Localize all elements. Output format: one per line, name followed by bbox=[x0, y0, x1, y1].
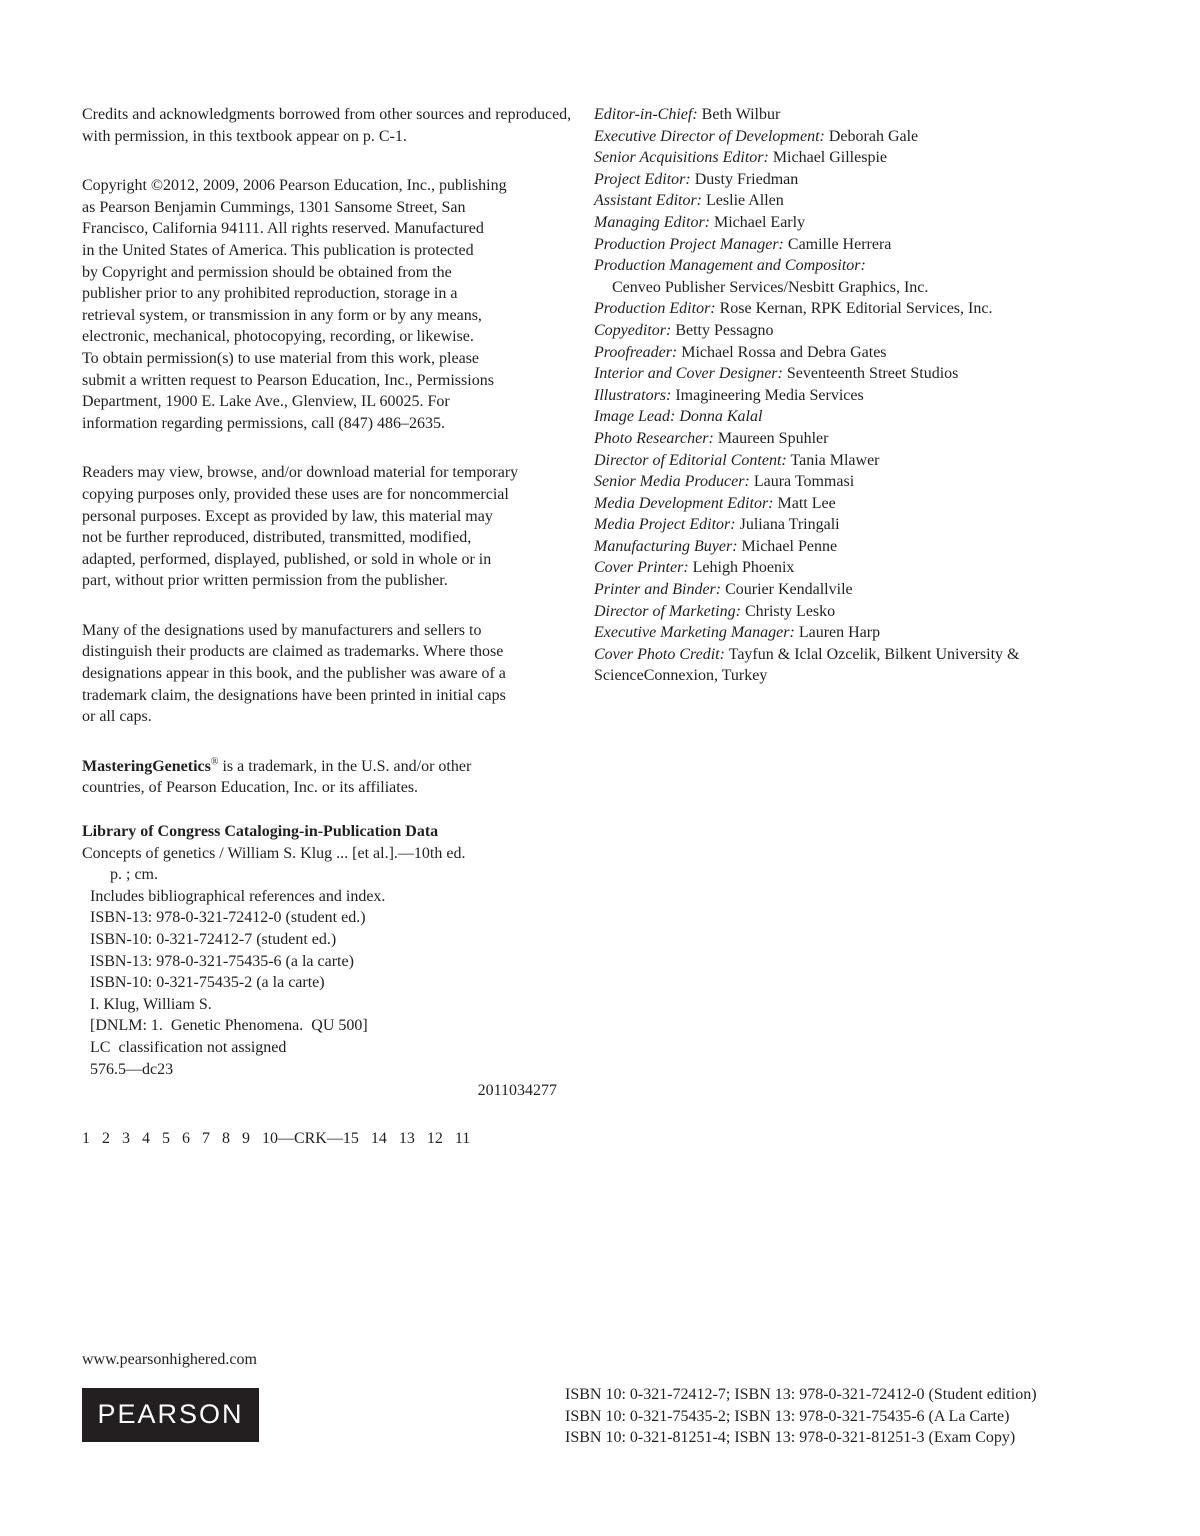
mastering-line-2: countries, of Pearson Education, Inc. or its affiliates. bbox=[82, 779, 419, 797]
credit-line bbox=[594, 169, 1154, 191]
credit-name: Rose Kernan, RPK Editorial Services, Inc. bbox=[715, 300, 993, 318]
cip-block bbox=[82, 821, 582, 1102]
trademark-line: distinguish their products are claimed as trademarks. Where those bbox=[82, 643, 504, 661]
credit-name: Leslie Allen bbox=[702, 192, 784, 210]
copyright-line: submit a written request to Pearson Education, Inc., Permissions bbox=[82, 371, 494, 389]
credit-role: Photo Researcher: bbox=[594, 429, 714, 447]
credit-role: Director of Editorial Content: bbox=[594, 451, 787, 469]
credit-role: Manufacturing Buyer: bbox=[594, 537, 738, 555]
credit-line bbox=[594, 493, 1154, 515]
mastering-paragraph bbox=[82, 756, 582, 799]
credit-line bbox=[594, 471, 1154, 493]
credit-line bbox=[594, 514, 1154, 536]
cip-entry: [DNLM: 1. Genetic Phenomena. QU 500] bbox=[90, 1017, 368, 1035]
credit-role: Media Development Editor: bbox=[594, 494, 774, 512]
cip-entry: ISBN-13: 978-0-321-72412-0 (student ed.) bbox=[90, 909, 366, 927]
credit-line bbox=[594, 622, 1154, 644]
cip-entry: ISBN-10: 0-321-72412-7 (student ed.) bbox=[90, 931, 337, 948]
isbn-block bbox=[565, 1384, 1125, 1449]
credit-line bbox=[594, 298, 1154, 320]
credit-role: Cover Printer: bbox=[594, 559, 689, 577]
credit-role: Senior Media Producer: bbox=[594, 473, 750, 491]
credit-line bbox=[594, 234, 1154, 256]
credit-name: ScienceConnexion, Turkey bbox=[594, 667, 768, 685]
credit-line bbox=[594, 536, 1154, 558]
cip-line: p. ; cm. bbox=[110, 866, 158, 884]
cip-entry: 576.5—dc23 bbox=[90, 1060, 174, 1078]
credit-name: Betty Pessagno bbox=[671, 321, 774, 339]
credit-line bbox=[594, 601, 1154, 623]
website-url[interactable]: www.pearsonhighered.com bbox=[82, 1351, 257, 1368]
pearson-logo: PEARSON bbox=[82, 1388, 259, 1442]
credit-line bbox=[594, 212, 1154, 234]
credit-name: Matt Lee bbox=[773, 494, 836, 512]
credit-name: Dusty Friedman bbox=[690, 170, 799, 188]
credit-name: Christy Lesko bbox=[740, 602, 836, 620]
isbn-line: ISBN 10: 0-321-72412-7; ISBN 13: 978-0-321-72412-0 (Student edition) bbox=[565, 1386, 1037, 1403]
isbn-line: ISBN 10: 0-321-81251-4; ISBN 13: 978-0-321-81251-3 (Exam Copy) bbox=[565, 1429, 1016, 1447]
mastering-line bbox=[82, 756, 582, 778]
credit-role: Assistant Editor: bbox=[594, 192, 703, 210]
cip-entry: ISBN-13: 978-0-321-75435-6 (a la carte) bbox=[90, 952, 354, 970]
copyright-line: Francisco, California 94111. All rights reserved. Manufactured bbox=[82, 220, 484, 238]
credit-name: Camille Herrera bbox=[783, 235, 892, 253]
credit-role: Executive Director of Development: bbox=[594, 127, 825, 145]
copyright-paragraph bbox=[82, 175, 582, 434]
credit-line bbox=[594, 385, 1154, 407]
credit-line bbox=[594, 190, 1154, 212]
cip-entry: ISBN-10: 0-321-75435-2 (a la carte) bbox=[90, 974, 325, 992]
credit-name: Laura Tommasi bbox=[749, 473, 855, 491]
credit-name: Michael Early bbox=[710, 213, 806, 231]
credit-name: Tayfun & Iclal Ozcelik, Bilkent University & bbox=[724, 645, 1020, 663]
credit-role: Project Editor: bbox=[594, 170, 691, 188]
credit-line bbox=[594, 450, 1154, 472]
cip-number: 2011034277 bbox=[477, 1082, 557, 1100]
credit-name: Lauren Harp bbox=[794, 624, 881, 642]
trademark-line: or all caps. bbox=[82, 708, 152, 726]
copyright-line: in the United States of America. This publication is protected bbox=[82, 241, 474, 259]
credit-line bbox=[594, 406, 1154, 428]
credit-line bbox=[594, 428, 1154, 450]
readers-line: Readers may view, browse, and/or download material for temporary bbox=[82, 464, 519, 482]
copyright-line: To obtain permission(s) to use material from this work, please bbox=[82, 349, 480, 367]
registered-mark: ® bbox=[210, 756, 219, 768]
cip-entry: LC classification not assigned bbox=[90, 1038, 287, 1056]
print-line: 1 2 3 4 5 6 7 8 9 10—CRK—15 14 13 12 11 bbox=[82, 1129, 471, 1147]
credit-name: Cenveo Publisher Services/Nesbitt Graphics, Inc. bbox=[612, 278, 929, 296]
readers-line: not be further reproduced, distributed, transmitted, modified, bbox=[82, 529, 472, 547]
credit-role: Image Lead: Donna Kalal bbox=[594, 408, 763, 426]
credit-role: Executive Marketing Manager: bbox=[594, 624, 795, 642]
credit-role: Proofreader: bbox=[594, 343, 678, 361]
credit-role: Interior and Cover Designer: bbox=[594, 365, 783, 383]
credit-name: Michael Penne bbox=[737, 537, 838, 555]
credit-line bbox=[594, 644, 1154, 666]
copyright-line: as Pearson Benjamin Cummings, 1301 Sansome Street, San bbox=[82, 198, 466, 216]
credit-role: Cover Photo Credit: bbox=[594, 645, 725, 663]
credit-name: Imagineering Media Services bbox=[671, 386, 864, 404]
credit-role: Production Management and Compositor: bbox=[594, 257, 866, 275]
credit-role: Editor-in-Chief: bbox=[594, 106, 698, 123]
credit-role: Managing Editor: bbox=[594, 213, 710, 231]
credit-role: Director of Marketing: bbox=[594, 602, 741, 620]
credit-name: Juliana Tringali bbox=[735, 516, 840, 534]
copyright-line: Department, 1900 E. Lake Ave., Glenview, IL 60025. For bbox=[82, 393, 450, 411]
copyright-line: retrieval system, or transmission in any form or by any means, bbox=[82, 306, 482, 324]
cip-title: Library of Congress Cataloging-in-Publication Data bbox=[82, 823, 439, 841]
readers-line: personal purposes. Except as provided by law, this material may bbox=[82, 507, 493, 525]
credit-line bbox=[594, 126, 1154, 148]
copyright-line: information regarding permissions, call (847) 486–2635. bbox=[82, 414, 446, 432]
credit-role: Production Editor: bbox=[594, 300, 716, 318]
credit-name: Maureen Spuhler bbox=[713, 429, 829, 447]
credit-role: Printer and Binder: bbox=[594, 581, 722, 599]
credit-line bbox=[594, 363, 1154, 385]
isbn-line: ISBN 10: 0-321-75435-2; ISBN 13: 978-0-321-75435-6 (A La Carte) bbox=[565, 1407, 1010, 1425]
credit-line bbox=[594, 255, 1154, 277]
credit-line bbox=[594, 665, 1154, 687]
mastering-name: MasteringGenetics bbox=[82, 757, 211, 775]
credit-role: Production Project Manager: bbox=[594, 235, 784, 253]
credit-line bbox=[594, 557, 1154, 579]
cip-entry: Includes bibliographical references and index. bbox=[90, 887, 386, 905]
copyright-line: publisher prior to any prohibited reproduction, storage in a bbox=[82, 285, 458, 303]
credit-name: Tania Mlawer bbox=[786, 451, 880, 469]
readers-line: adapted, performed, displayed, published, or sold in whole or in bbox=[82, 550, 492, 568]
copyright-line: Copyright ©2012, 2009, 2006 Pearson Education, Inc., publishing bbox=[82, 177, 507, 195]
readers-line: part, without prior written permission from the publisher. bbox=[82, 572, 448, 590]
credit-name: Michael Gillespie bbox=[768, 149, 887, 167]
credit-line bbox=[594, 277, 1154, 299]
production-credits bbox=[594, 104, 1154, 687]
copyright-line: electronic, mechanical, photocopying, recording, or likewise. bbox=[82, 328, 474, 346]
credit-name: Beth Wilbur bbox=[697, 106, 781, 123]
trademark-line: designations appear in this book, and the publisher was aware of a bbox=[82, 665, 506, 683]
mastering-text: is a trademark, in the U.S. and/or other bbox=[218, 757, 472, 775]
credit-line bbox=[594, 342, 1154, 364]
credit-role: Copyeditor: bbox=[594, 321, 672, 339]
credit-name: Courier Kendallvile bbox=[721, 581, 853, 599]
credit-name: Lehigh Phoenix bbox=[688, 559, 795, 577]
trademark-line: Many of the designations used by manufacturers and sellers to bbox=[82, 621, 482, 639]
cip-entry: I. Klug, William S. bbox=[90, 995, 212, 1013]
credit-name: Seventeenth Street Studios bbox=[782, 365, 959, 383]
copyright-column bbox=[82, 104, 582, 1149]
credit-role: Illustrators: bbox=[594, 386, 672, 404]
copyright-line: by Copyright and permission should be obtained from the bbox=[82, 263, 452, 281]
readers-line: copying purposes only, provided these uses are for noncommercial bbox=[82, 485, 509, 503]
credit-role: Senior Acquisitions Editor: bbox=[594, 149, 769, 167]
credit-line bbox=[594, 147, 1154, 169]
credit-line bbox=[594, 579, 1154, 601]
cip-line: Concepts of genetics / William S. Klug ... [et al.].—10th ed. bbox=[82, 844, 466, 862]
credits-paragraph: Credits and acknowledgments borrowed from other sources and reproduced, with permission, in this textbook appear on p. C-1. bbox=[82, 106, 572, 145]
credit-line bbox=[594, 104, 1154, 126]
trademark-line: trademark claim, the designations have been printed in initial caps bbox=[82, 686, 506, 704]
trademark-paragraph bbox=[82, 620, 582, 728]
readers-paragraph bbox=[82, 462, 582, 592]
credit-role: Media Project Editor: bbox=[594, 516, 736, 534]
credit-line bbox=[594, 320, 1154, 342]
credit-name: Deborah Gale bbox=[824, 127, 919, 145]
credit-name: Michael Rossa and Debra Gates bbox=[677, 343, 887, 361]
